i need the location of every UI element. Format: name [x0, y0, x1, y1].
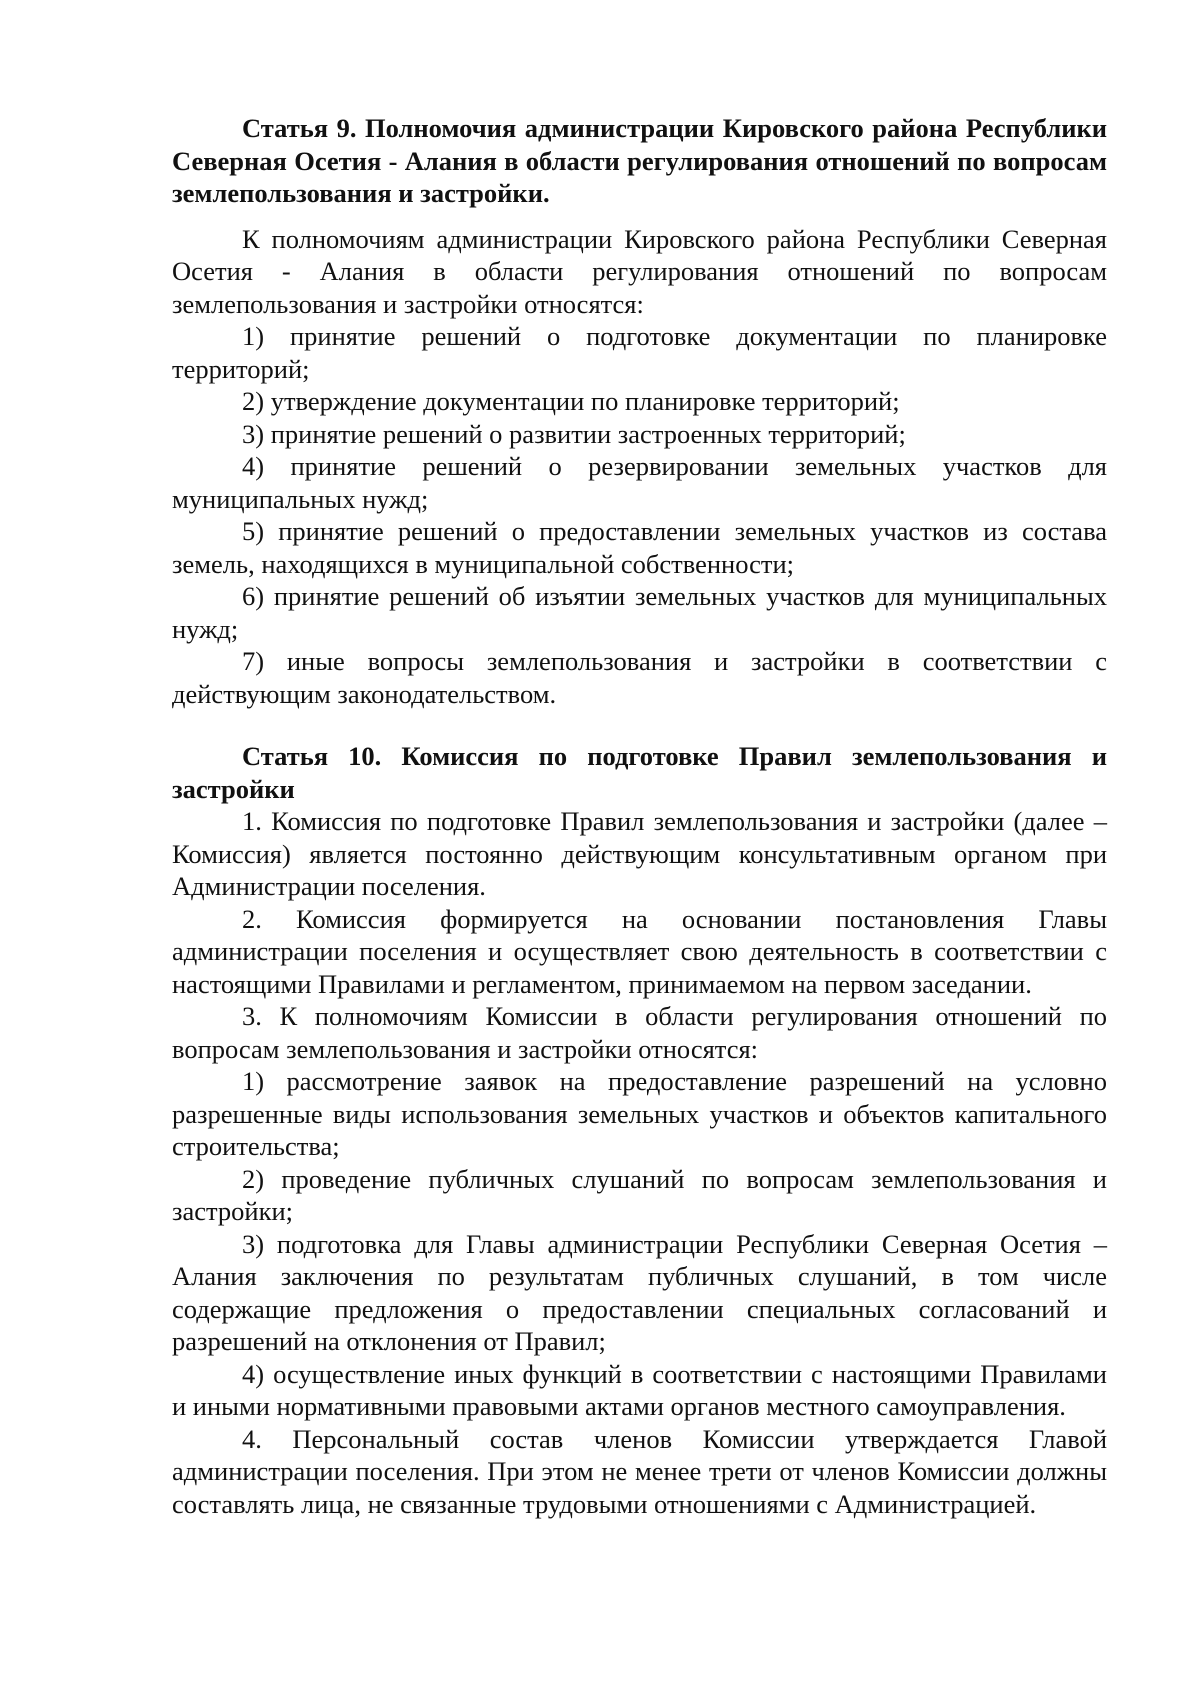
article-9-heading: Статья 9. Полномочия администрации Кировского района Республики Северная Осетия - Алания в области регулирования отношений по вопросам землепользования и застройки. — [172, 113, 1107, 208]
article-10-clause-2: 2. Комиссия формируется на основании постановления Главы администрации поселения и осуществляет свою деятельность в соответствии с настоящими Правилами и регламентом, принимаемом на первом заседании. — [172, 903, 1107, 999]
article-10-subitem-1: 1) рассмотрение заявок на предоставление разрешений на условно разрешенные виды использования земельных участков и объектов капитального строительства; — [172, 1066, 1107, 1161]
article-10-clause-1: 1. Комиссия по подготовке Правил землепользования и застройки (далее – Комиссия) является постоянно действующим консультативным органом при Администрации поселения. — [172, 806, 1107, 901]
article-9-item-7: 7) иные вопросы землепользования и застройки в соответствии с действующим законодательством. — [172, 646, 1107, 709]
article-10-clause-4: 4. Персональный состав членов Комиссии утверждается Главой администрации поселения. При этом не менее трети от членов Комиссии должны составлять лица, не связанные трудовыми отношениями с Администрацией. — [172, 1423, 1107, 1519]
article-9-item-2: 2) утверждение документации по планировке территорий; — [242, 386, 900, 416]
article-9-item-5: 5) принятие решений о предоставлении земельных участков из состава земель, находящихся в муниципальной собственности; — [172, 516, 1107, 579]
article-10-clause-3: 3. К полномочиям Комиссии в области регулирования отношений по вопросам землепользования и застройки относятся: — [172, 1001, 1107, 1064]
article-9-item-3: 3) принятие решений о развитии застроенных территорий; — [242, 418, 906, 449]
article-10-subitem-2: 2) проведение публичных слушаний по вопросам землепользования и застройки; — [172, 1163, 1107, 1226]
article-10-subitem-3: 3) подготовка для Главы администрации Республики Северная Осетия – Алания заключения по результатам публичных слушаний, в том числе содержащие предложения о предоставлении специальных согласований и разрешений на отклонения от Правил; — [172, 1228, 1107, 1356]
article-9-item-1: 1) принятие решений о подготовке документации по планировке территорий; — [172, 321, 1107, 384]
article-9-intro: К полномочиям администрации Кировского района Республики Северная Осетия - Алания в области регулирования отношений по вопросам землепользования и застройки относятся: — [172, 223, 1107, 319]
article-9-item-6: 6) принятие решений об изъятии земельных участков для муниципальных нужд; — [172, 581, 1107, 644]
article-10-subitem-4: 4) осуществление иных функций в соответствии с настоящими Правилами и иными нормативными правовыми актами органов местного самоуправления. — [172, 1358, 1107, 1421]
document-page — [172, 112, 1107, 1520]
article-9-item-4: 4) принятие решений о резервировании земельных участков для муниципальных нужд; — [172, 451, 1107, 514]
article-10-heading: Статья 10. Комиссия по подготовке Правил землепользования и застройки — [172, 741, 1107, 804]
